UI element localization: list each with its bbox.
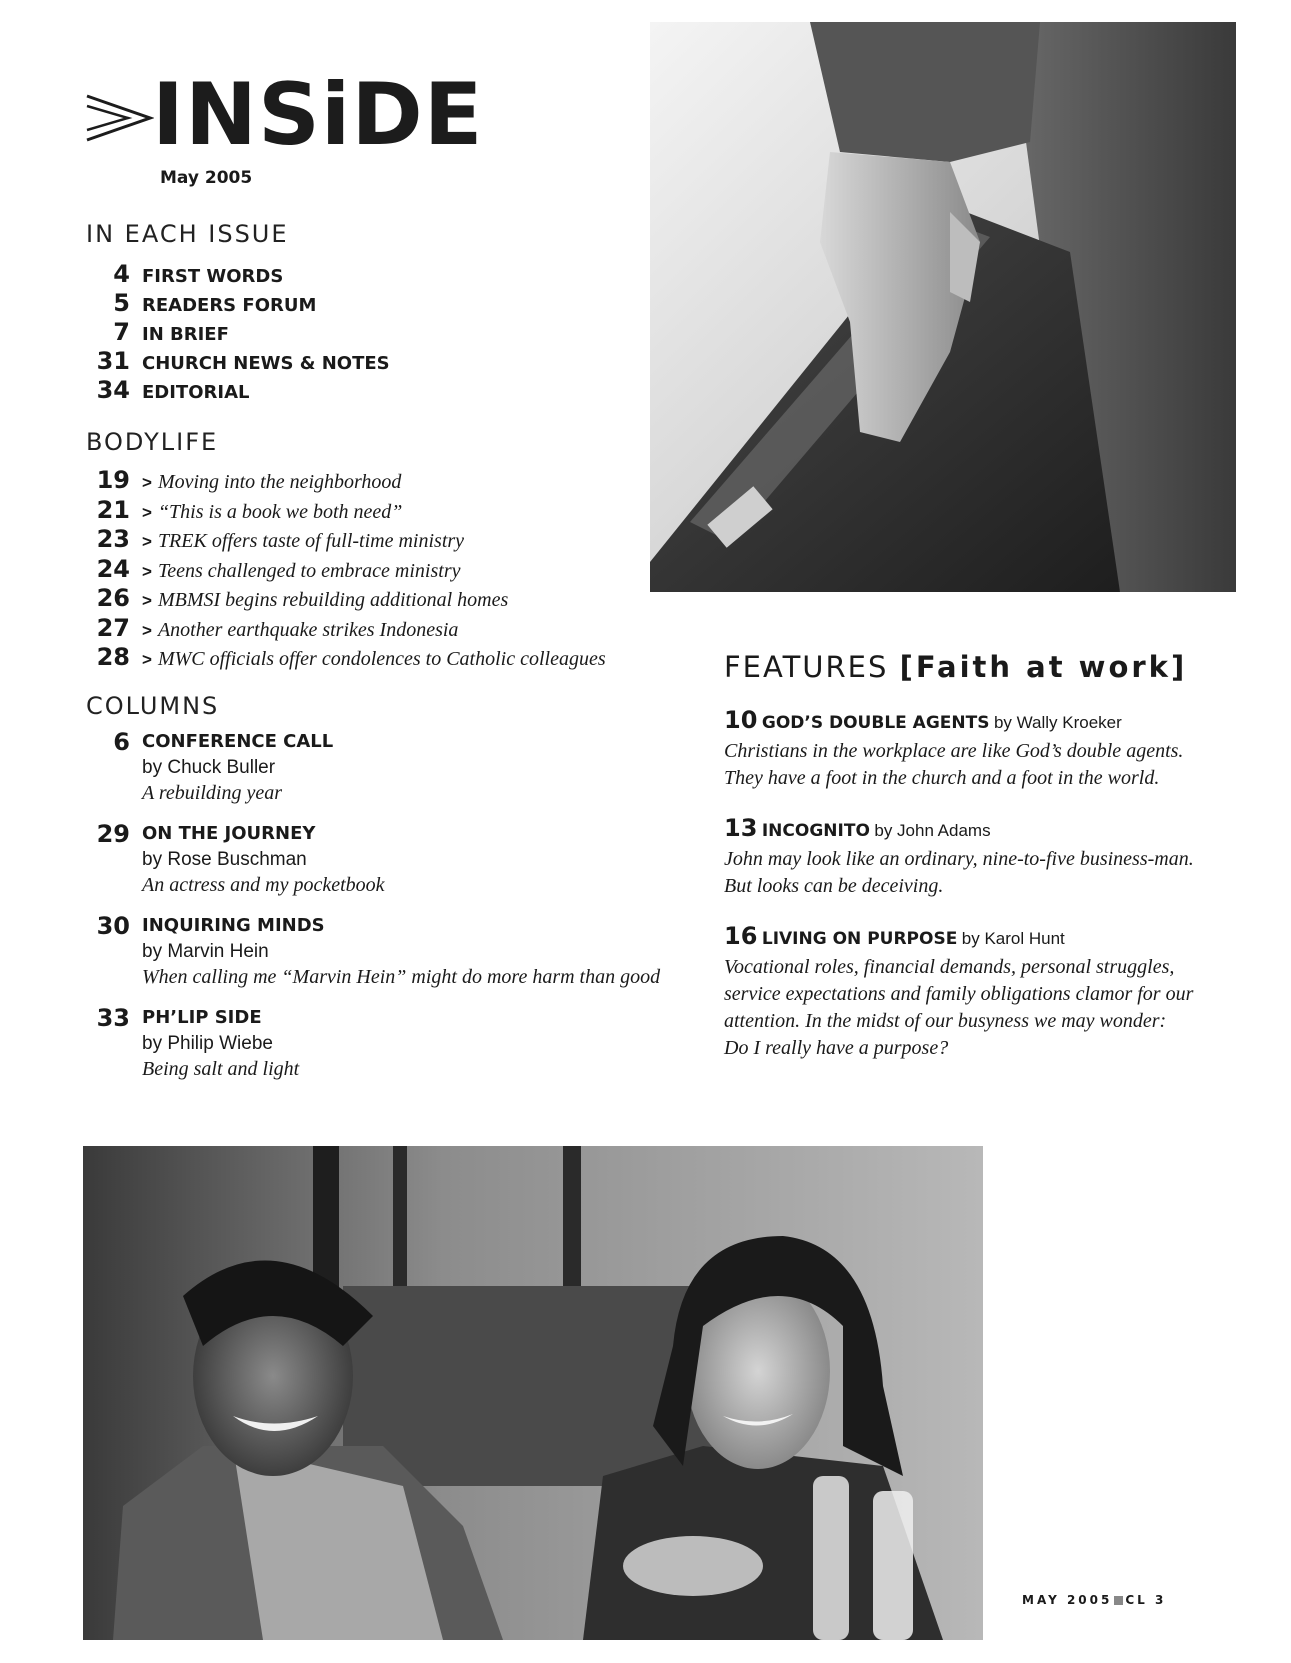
entry-title: EDITORIAL bbox=[142, 382, 250, 403]
arrow-marker-icon: > bbox=[142, 591, 152, 610]
page-number: 29 bbox=[96, 820, 130, 848]
entry-author: by John Adams bbox=[874, 821, 991, 840]
entry-title: MBMSI begins rebuilding additional homes bbox=[157, 589, 509, 611]
arrow-marker-icon: > bbox=[142, 532, 152, 551]
entry-author: by Marvin Hein bbox=[142, 941, 269, 962]
page-number: 10 bbox=[724, 706, 758, 734]
feature-entry[interactable] bbox=[724, 922, 1194, 1062]
page-number: 28 bbox=[96, 643, 130, 671]
features-section bbox=[724, 650, 1194, 1062]
briefcase-photo bbox=[650, 22, 1236, 592]
page-number: 16 bbox=[724, 922, 758, 950]
section-heading: IN EACH ISSUE bbox=[86, 220, 289, 248]
page-header bbox=[84, 65, 484, 188]
arrow-marker-icon: > bbox=[142, 561, 152, 581]
entry-title: IN BRIEF bbox=[142, 324, 229, 345]
entry-title: ON THE JOURNEY bbox=[142, 823, 316, 844]
section-heading: BODYLIFE bbox=[86, 428, 219, 456]
page-number: 27 bbox=[96, 613, 130, 642]
folio-date: MAY 2005 bbox=[1022, 1593, 1113, 1607]
page-number: 24 bbox=[96, 554, 130, 583]
entry-title: INCOGNITO bbox=[761, 821, 870, 841]
entry-title: Moving into the neighborhood bbox=[157, 471, 402, 493]
toc-entry[interactable] bbox=[86, 555, 706, 585]
entry-title: Teens challenged to embrace ministry bbox=[157, 559, 461, 582]
page-number: 34 bbox=[96, 376, 130, 404]
page-number: 31 bbox=[96, 347, 130, 375]
section-heading: COLUMNS bbox=[86, 692, 220, 720]
folio-page: CL 3 bbox=[1125, 1593, 1167, 1607]
entry-description: An actress and my pocketbook bbox=[142, 874, 385, 896]
entry-description: Vocational roles, financial demands, personal struggles, service expectations and family obligations clamor for our attention. In the midst of our busyness we may wonder: Do I really have a purpose? bbox=[724, 956, 1194, 1059]
entry-title: CHURCH NEWS & NOTES bbox=[142, 353, 390, 374]
arrow-marker-icon: > bbox=[142, 473, 152, 492]
toc-entry[interactable] bbox=[86, 347, 646, 376]
page-number: 6 bbox=[113, 728, 130, 756]
page-number: 5 bbox=[113, 289, 130, 317]
toc-entry[interactable] bbox=[86, 614, 706, 644]
page-number: 21 bbox=[96, 495, 130, 524]
arrow-marker-icon: > bbox=[142, 502, 152, 522]
arrow-marker-icon: > bbox=[142, 620, 152, 640]
toc-entry[interactable] bbox=[86, 912, 706, 990]
entry-description: When calling me “Marvin Hein” might do more harm than good bbox=[142, 966, 661, 988]
entry-description: John may look like an ordinary, nine-to-five business-man. But looks can be deceiving. bbox=[724, 848, 1194, 897]
entry-title: INQUIRING MINDS bbox=[142, 915, 325, 936]
entry-description: Being salt and light bbox=[142, 1058, 300, 1080]
entry-title: CONFERENCE CALL bbox=[142, 731, 334, 752]
issue-date: May 2005 bbox=[160, 168, 253, 188]
page-number: 19 bbox=[96, 466, 130, 494]
toc-entry[interactable] bbox=[86, 496, 706, 526]
page-number: 4 bbox=[113, 260, 130, 288]
section-heading bbox=[724, 650, 1194, 684]
entry-title: TREK offers taste of full-time ministry bbox=[157, 530, 465, 552]
entry-title: MWC officials offer condolences to Catholic colleagues bbox=[157, 648, 606, 670]
toc-entry[interactable] bbox=[86, 525, 706, 555]
entry-author: by Philip Wiebe bbox=[142, 1033, 273, 1054]
entry-title: GOD’S DOUBLE AGENTS bbox=[761, 713, 990, 733]
chevron-right-outline-icon bbox=[84, 88, 154, 148]
page-number: 30 bbox=[96, 912, 130, 940]
arrow-marker-icon: > bbox=[142, 650, 152, 669]
page-title: INSiDE bbox=[152, 65, 484, 165]
features-heading-label: FEATURES bbox=[724, 650, 889, 684]
features-theme: [Faith at work] bbox=[899, 650, 1188, 684]
toc-entry[interactable] bbox=[86, 466, 706, 496]
page-folio bbox=[1022, 1593, 1166, 1607]
toc-entry[interactable] bbox=[86, 728, 706, 806]
feature-entry[interactable] bbox=[724, 706, 1194, 792]
entry-author: by Karol Hunt bbox=[961, 929, 1065, 948]
entry-author: by Rose Buschman bbox=[142, 849, 307, 870]
entry-title: “This is a book we both need” bbox=[157, 500, 403, 523]
toc-entry[interactable] bbox=[86, 289, 646, 318]
entry-description: A rebuilding year bbox=[142, 782, 282, 804]
entry-title: PH’LIP SIDE bbox=[142, 1007, 262, 1028]
toc-entry[interactable] bbox=[86, 318, 646, 347]
page-number: 33 bbox=[96, 1004, 130, 1032]
columns-section bbox=[86, 692, 706, 1096]
entry-author: by Chuck Buller bbox=[142, 757, 276, 778]
toc-entry[interactable] bbox=[86, 376, 646, 405]
square-separator-icon bbox=[1114, 1596, 1123, 1605]
entry-description: Christians in the workplace are like God’s double agents. They have a foot in the church and a foot in the world. bbox=[724, 740, 1184, 789]
in-each-issue-section bbox=[86, 220, 646, 405]
page-number: 26 bbox=[96, 584, 130, 612]
page-number: 7 bbox=[113, 318, 130, 346]
entry-title: Another earthquake strikes Indonesia bbox=[157, 618, 459, 641]
toc-entry[interactable] bbox=[86, 643, 706, 673]
bodylife-section bbox=[86, 428, 706, 673]
entry-title: FIRST WORDS bbox=[142, 266, 284, 287]
entry-title: LIVING ON PURPOSE bbox=[761, 929, 958, 949]
page-number: 23 bbox=[96, 525, 130, 553]
two-women-photo bbox=[83, 1146, 983, 1640]
toc-entry[interactable] bbox=[86, 260, 646, 289]
entry-author: by Wally Kroeker bbox=[993, 713, 1122, 732]
entry-title: READERS FORUM bbox=[142, 295, 317, 316]
feature-entry[interactable] bbox=[724, 814, 1194, 900]
page-number: 13 bbox=[724, 814, 758, 842]
toc-entry[interactable] bbox=[86, 820, 706, 898]
toc-entry[interactable] bbox=[86, 584, 706, 614]
toc-entry[interactable] bbox=[86, 1004, 706, 1082]
